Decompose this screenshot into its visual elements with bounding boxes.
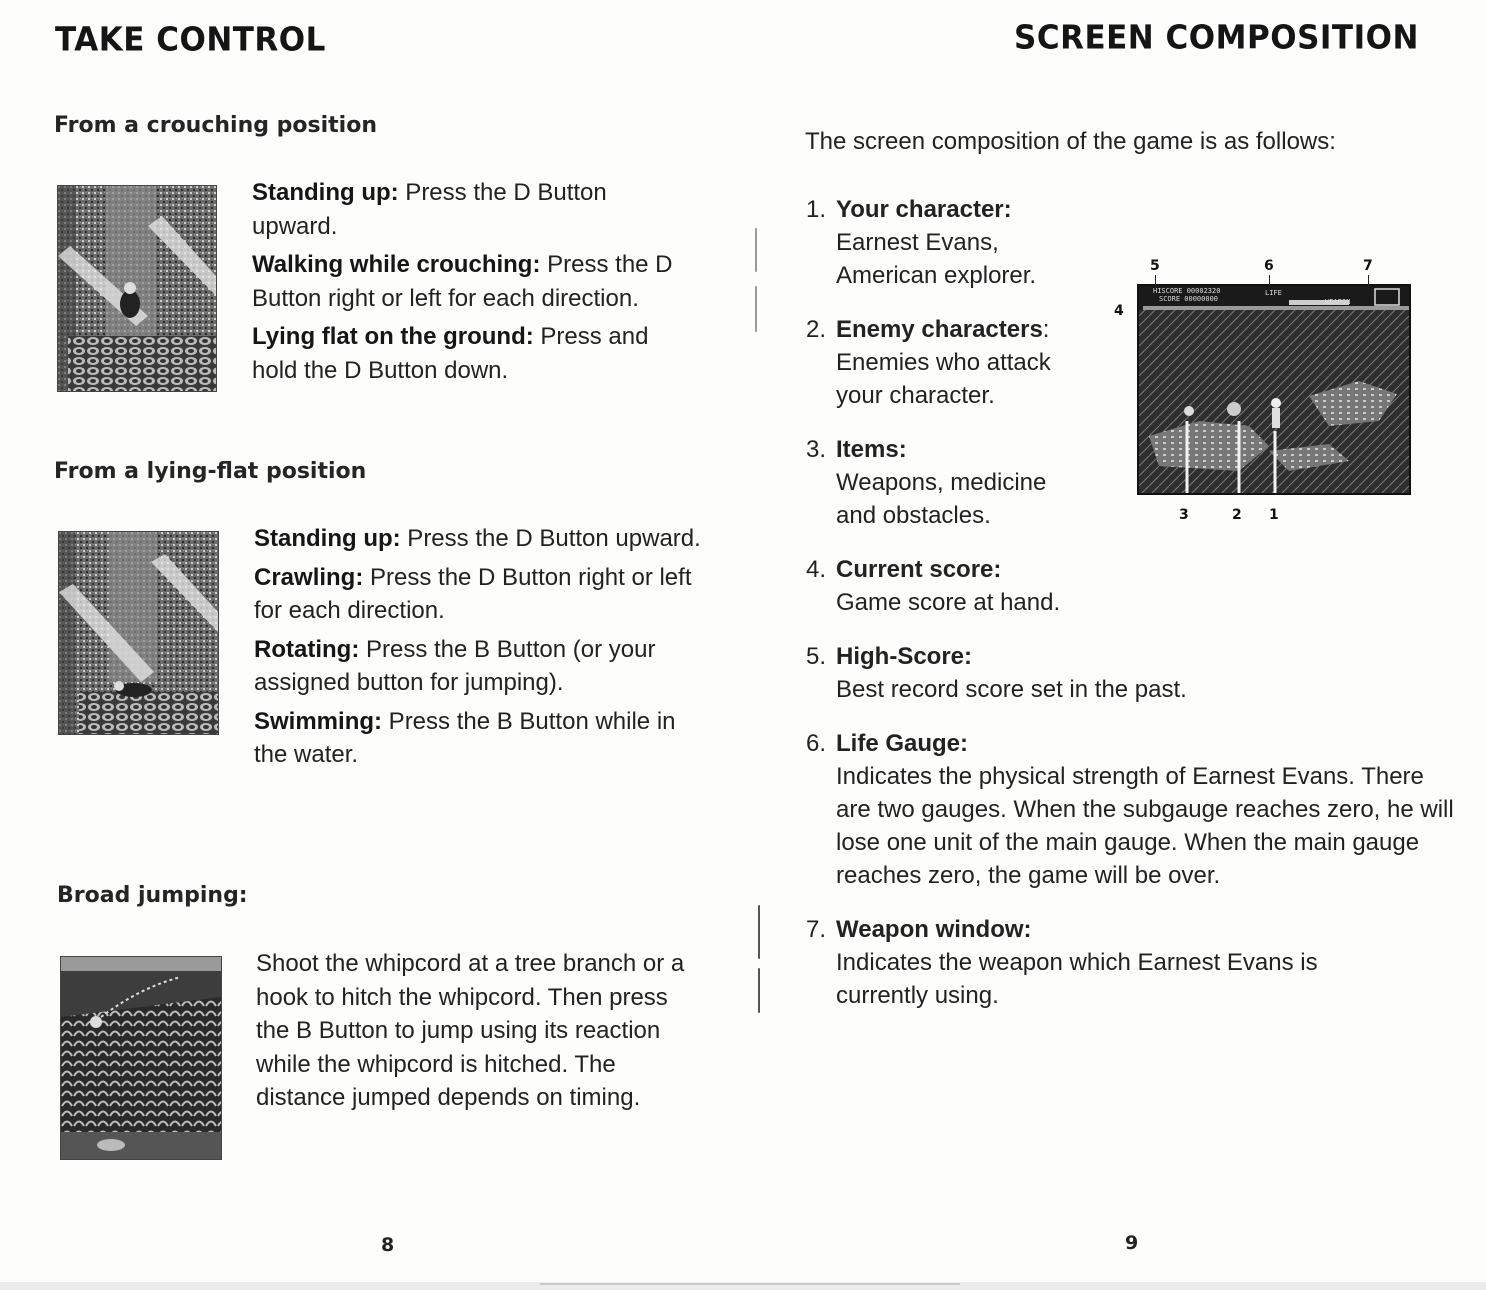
binding-staple-bottom-2 [758, 968, 760, 1013]
left-page-title: TAKE CONTROL [55, 21, 326, 59]
lying-flat-instructions [254, 522, 714, 777]
crouching-scene-image [58, 186, 216, 391]
hud-weapon: WEAPON [1325, 298, 1351, 306]
lying-flat-scene-image [59, 532, 218, 734]
binding-staple-top-1 [755, 228, 757, 272]
crouching-screenshot [57, 185, 217, 392]
list-item-2: 2. Enemy characters: Enemies who attack your character. [806, 316, 1051, 409]
callout-3: 3 [1179, 507, 1189, 523]
section-heading-crouching: From a crouching position [54, 113, 377, 138]
lying-flat-screenshot [58, 531, 219, 735]
instruction-crawling: Crawling: Press the D Button right or left for each direction. [254, 563, 692, 624]
page-bottom-line [540, 1283, 960, 1285]
callout-2: 2 [1232, 507, 1242, 523]
left-page-number: 8 [381, 1234, 395, 1256]
crouching-instructions [252, 176, 697, 392]
callout-7: 7 [1363, 258, 1373, 274]
broad-jumping-text [256, 947, 706, 1120]
binding-staple-bottom-1 [758, 905, 760, 959]
leader-line-5 [1155, 275, 1156, 287]
callout-1: 1 [1269, 507, 1279, 523]
list-item-4: 4. Current score: Game score at hand. [806, 556, 1061, 616]
game-screen-image [1137, 284, 1411, 495]
right-page-title: SCREEN COMPOSITION [1014, 19, 1419, 57]
instruction-standing-up: Standing up: Press the D Button upward. [252, 179, 607, 240]
instruction-walking-crouching: Walking while crouching: Press the D Button right or left for each direction. [252, 251, 673, 312]
instruction-swimming: Swimming: Press the B Button while in the water. [254, 707, 676, 768]
callout-4: 4 [1114, 303, 1124, 319]
callout-5: 5 [1150, 258, 1160, 274]
leader-line-6 [1269, 275, 1270, 287]
list-item-1: 1. Your character: Earnest Evans, American explorer. [806, 196, 1037, 289]
broad-jumping-screenshot [60, 956, 222, 1160]
screen-composition-diagram [1110, 255, 1410, 525]
hud-score: SCORE 00000000 [1159, 295, 1219, 303]
list-item-3: 3. Items: Weapons, medicine and obstacles. [806, 436, 1047, 529]
binding-staple-top-2 [755, 286, 757, 332]
callout-6: 6 [1264, 258, 1274, 274]
game-scene-illustration [1139, 286, 1409, 493]
section-heading-lying-flat: From a lying-flat position [54, 459, 367, 484]
list-item-7: 7. Weapon window: Indicates the weapon which Earnest Evans is currently using. [806, 916, 1318, 1009]
hud-life: LIFE [1265, 289, 1282, 297]
list-item-5: 5. High-Score: Best record score set in the past. [806, 643, 1187, 703]
broad-jumping-description: Shoot the whipcord at a tree branch or a hook to hitch the whipcord. Then press the B Button to jump using its reaction while the whipcord is hitched. The distance jumped depends on timing. [256, 950, 685, 1111]
leader-line-7 [1368, 275, 1369, 287]
instruction-standing-up-2: Standing up: Press the D Button upward. [254, 525, 701, 552]
right-page-number: 9 [1125, 1232, 1139, 1254]
right-page-intro: The screen composition of the game is as follows: [805, 128, 1336, 155]
section-heading-broad-jumping: Broad jumping: [57, 883, 248, 908]
instruction-lying-flat: Lying flat on the ground: Press and hold the D Button down. [252, 323, 649, 384]
list-item-6: 6. Life Gauge: Indicates the physical strength of Earnest Evans. There are two gauges. When the subgauge reaches zero, he will lose one unit of the main gauge. When the main gauge reaches zero, the game will be over. [806, 730, 1454, 889]
instruction-rotating: Rotating: Press the B Button (or your assigned button for jumping). [254, 635, 656, 696]
broad-jumping-scene-image [61, 957, 221, 1159]
hud-hiscore: HISCORE 00002320 [1153, 287, 1221, 295]
